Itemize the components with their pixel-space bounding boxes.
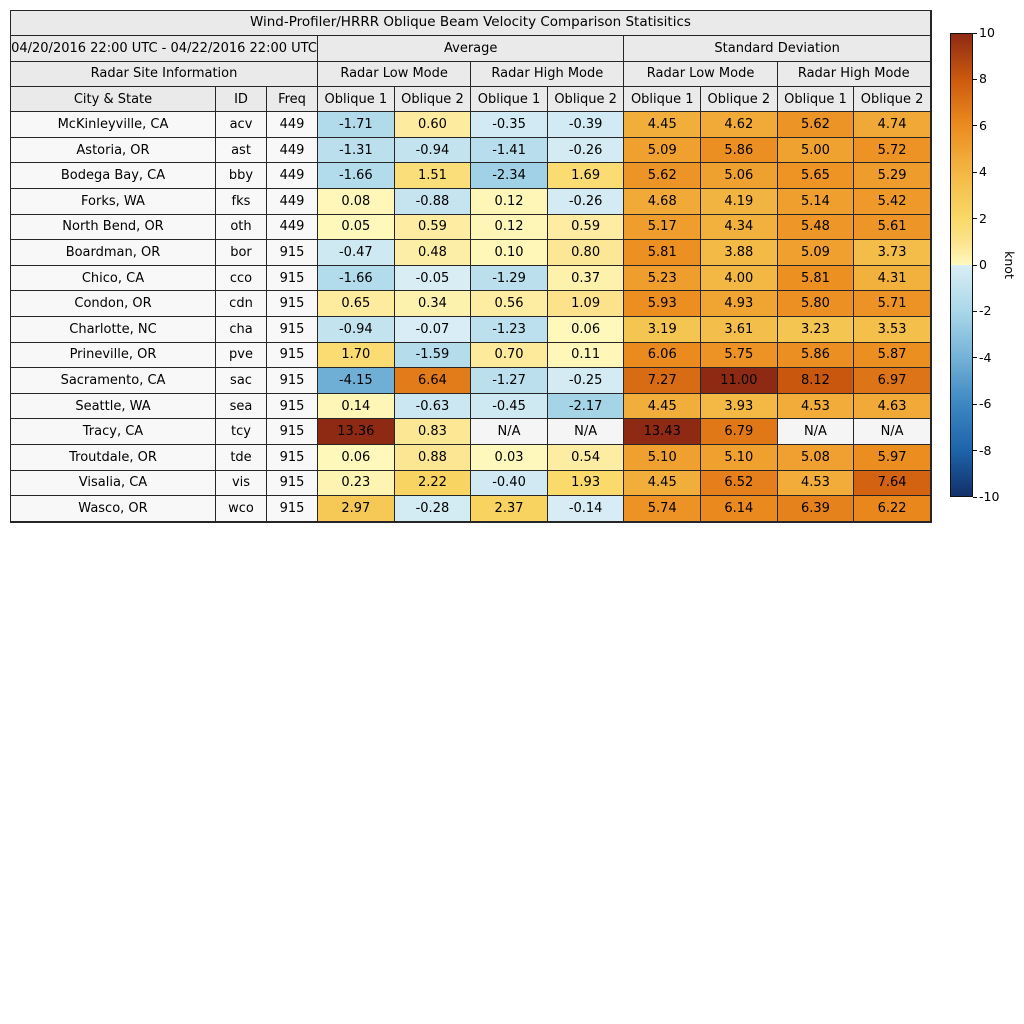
freq-cell: 915 (267, 368, 318, 394)
value-cell: -2.34 (471, 163, 548, 189)
value-cell: 4.68 (624, 189, 701, 215)
city-cell: Tracy, CA (11, 419, 216, 445)
colorbar-tick-label: 10 (979, 25, 995, 40)
value-cell: 4.31 (854, 266, 931, 292)
colorbar-tickmark (973, 450, 977, 451)
colorbar-tick-label: -4 (979, 349, 992, 365)
value-cell: 2.97 (318, 496, 395, 522)
value-cell: 4.19 (701, 189, 778, 215)
freq-cell: 449 (267, 215, 318, 241)
value-cell: 0.59 (395, 215, 472, 241)
value-cell: 6.64 (395, 368, 472, 394)
value-cell: 1.69 (548, 163, 625, 189)
colorbar-gradient (950, 33, 973, 497)
value-cell: 1.51 (395, 163, 472, 189)
value-cell: 0.70 (471, 343, 548, 369)
freq-cell: 449 (267, 138, 318, 164)
value-cell: 5.17 (624, 215, 701, 241)
value-cell: -1.23 (471, 317, 548, 343)
id-cell: wco (216, 496, 267, 522)
freq-cell: 915 (267, 317, 318, 343)
colorbar-tickmark (973, 404, 977, 405)
value-cell: 5.75 (701, 343, 778, 369)
id-cell: cdn (216, 291, 267, 317)
id-cell: cha (216, 317, 267, 343)
colorbar-tickmark (973, 497, 977, 498)
column-header-city: City & State (11, 87, 216, 112)
value-cell: 5.81 (778, 266, 855, 292)
value-cell: 4.53 (778, 471, 855, 497)
freq-cell: 915 (267, 291, 318, 317)
freq-cell: 449 (267, 163, 318, 189)
value-cell: 6.14 (701, 496, 778, 522)
value-cell: 4.45 (624, 471, 701, 497)
freq-cell: 915 (267, 266, 318, 292)
colorbar-unit-label: knot (1002, 251, 1017, 279)
value-cell: -0.63 (395, 394, 472, 420)
city-cell: Charlotte, NC (11, 317, 216, 343)
value-cell: 0.12 (471, 189, 548, 215)
colorbar-tickmark (973, 79, 977, 80)
value-cell: 4.45 (624, 394, 701, 420)
value-cell: 5.10 (701, 445, 778, 471)
value-cell: 5.06 (701, 163, 778, 189)
value-cell: 6.79 (701, 419, 778, 445)
city-cell: Seattle, WA (11, 394, 216, 420)
value-cell: 4.45 (624, 112, 701, 138)
average-group-header: Average (318, 36, 624, 61)
value-cell: -4.15 (318, 368, 395, 394)
colorbar-tick-label: -10 (979, 489, 1000, 504)
value-cell: 0.83 (395, 419, 472, 445)
value-cell: -0.14 (548, 496, 625, 522)
value-cell: 5.09 (778, 240, 855, 266)
id-cell: sac (216, 368, 267, 394)
value-cell: -0.94 (318, 317, 395, 343)
city-cell: Chico, CA (11, 266, 216, 292)
id-cell: fks (216, 189, 267, 215)
value-cell: -0.26 (548, 189, 625, 215)
value-cell: 5.86 (778, 343, 855, 369)
value-cell: 5.71 (854, 291, 931, 317)
value-cell: 13.43 (624, 419, 701, 445)
city-cell: Troutdale, OR (11, 445, 216, 471)
value-cell: 11.00 (701, 368, 778, 394)
value-cell: -0.07 (395, 317, 472, 343)
value-cell: -0.25 (548, 368, 625, 394)
value-cell: 5.80 (778, 291, 855, 317)
id-cell: ast (216, 138, 267, 164)
value-cell: 5.65 (778, 163, 855, 189)
value-cell: -0.05 (395, 266, 472, 292)
value-cell: 5.08 (778, 445, 855, 471)
value-cell: -1.66 (318, 266, 395, 292)
value-cell: 0.05 (318, 215, 395, 241)
value-cell: N/A (471, 419, 548, 445)
colorbar-tick-label: 2 (979, 210, 987, 226)
value-cell: 6.52 (701, 471, 778, 497)
value-cell: 3.23 (778, 317, 855, 343)
value-cell: -1.71 (318, 112, 395, 138)
id-cell: acv (216, 112, 267, 138)
value-cell: 0.14 (318, 394, 395, 420)
value-cell: -1.27 (471, 368, 548, 394)
value-cell: 0.06 (548, 317, 625, 343)
value-cell: 3.61 (701, 317, 778, 343)
colorbar-tick-label: 0 (979, 257, 987, 272)
value-cell: -0.40 (471, 471, 548, 497)
value-cell: 5.74 (624, 496, 701, 522)
column-header-freq: Freq (267, 87, 318, 112)
value-cell: 1.09 (548, 291, 625, 317)
value-cell: N/A (548, 419, 625, 445)
value-cell: -1.31 (318, 138, 395, 164)
value-cell: 13.36 (318, 419, 395, 445)
freq-cell: 915 (267, 496, 318, 522)
colorbar-tick-label: -8 (979, 442, 992, 458)
value-cell: 5.93 (624, 291, 701, 317)
freq-cell: 449 (267, 112, 318, 138)
colorbar-tickmark (973, 125, 977, 126)
city-cell: Bodega Bay, CA (11, 163, 216, 189)
value-cell: 0.03 (471, 445, 548, 471)
city-cell: Boardman, OR (11, 240, 216, 266)
city-cell: Visalia, CA (11, 471, 216, 497)
city-cell: McKinleyville, CA (11, 112, 216, 138)
value-cell: 0.56 (471, 291, 548, 317)
value-cell: 4.74 (854, 112, 931, 138)
id-cell: tcy (216, 419, 267, 445)
value-cell: 5.09 (624, 138, 701, 164)
column-header-oblique: Oblique 1 (624, 87, 701, 112)
id-cell: cco (216, 266, 267, 292)
value-cell: 1.93 (548, 471, 625, 497)
value-cell: -1.41 (471, 138, 548, 164)
mode-header-avg-low: Radar Low Mode (318, 62, 471, 87)
column-header-oblique: Oblique 2 (701, 87, 778, 112)
value-cell: -1.59 (395, 343, 472, 369)
city-cell: Astoria, OR (11, 138, 216, 164)
freq-cell: 915 (267, 419, 318, 445)
column-header-oblique: Oblique 1 (471, 87, 548, 112)
column-header-oblique: Oblique 2 (548, 87, 625, 112)
value-cell: 5.48 (778, 215, 855, 241)
value-cell: 0.80 (548, 240, 625, 266)
value-cell: 3.88 (701, 240, 778, 266)
value-cell: 6.22 (854, 496, 931, 522)
value-cell: 5.10 (624, 445, 701, 471)
freq-cell: 915 (267, 240, 318, 266)
column-header-oblique: Oblique 1 (318, 87, 395, 112)
value-cell: 0.08 (318, 189, 395, 215)
value-cell: -1.66 (318, 163, 395, 189)
freq-cell: 915 (267, 394, 318, 420)
value-cell: 5.81 (624, 240, 701, 266)
value-cell: -0.47 (318, 240, 395, 266)
value-cell: -1.29 (471, 266, 548, 292)
value-cell: 3.19 (624, 317, 701, 343)
value-cell: 0.37 (548, 266, 625, 292)
id-cell: bor (216, 240, 267, 266)
value-cell: 3.73 (854, 240, 931, 266)
value-cell: 0.65 (318, 291, 395, 317)
column-header-oblique: Oblique 1 (778, 87, 855, 112)
value-cell: -0.88 (395, 189, 472, 215)
value-cell: 8.12 (778, 368, 855, 394)
value-cell: 5.23 (624, 266, 701, 292)
value-cell: 0.23 (318, 471, 395, 497)
value-cell: 0.12 (471, 215, 548, 241)
value-cell: -0.39 (548, 112, 625, 138)
colorbar-tickmark (973, 172, 977, 173)
city-cell: Forks, WA (11, 189, 216, 215)
id-cell: tde (216, 445, 267, 471)
freq-cell: 915 (267, 471, 318, 497)
value-cell: 4.00 (701, 266, 778, 292)
value-cell: 6.06 (624, 343, 701, 369)
value-cell: 7.27 (624, 368, 701, 394)
stddev-group-header: Standard Deviation (624, 36, 930, 61)
value-cell: 4.93 (701, 291, 778, 317)
site-info-header: Radar Site Information (11, 62, 318, 87)
value-cell: 4.63 (854, 394, 931, 420)
value-cell: 7.64 (854, 471, 931, 497)
value-cell: 5.87 (854, 343, 931, 369)
value-cell: 5.14 (778, 189, 855, 215)
city-cell: Sacramento, CA (11, 368, 216, 394)
mode-header-std-low: Radar Low Mode (624, 62, 777, 87)
value-cell: 5.62 (778, 112, 855, 138)
value-cell: 1.70 (318, 343, 395, 369)
colorbar-tick-label: 8 (979, 71, 987, 87)
value-cell: 4.62 (701, 112, 778, 138)
value-cell: 5.62 (624, 163, 701, 189)
value-cell: 0.11 (548, 343, 625, 369)
value-cell: 3.53 (854, 317, 931, 343)
id-cell: sea (216, 394, 267, 420)
mode-header-avg-high: Radar High Mode (471, 62, 624, 87)
value-cell: 0.60 (395, 112, 472, 138)
colorbar-tick-label: -2 (979, 303, 992, 319)
colorbar-tickmark (973, 33, 977, 34)
freq-cell: 915 (267, 343, 318, 369)
colorbar-tickmark (973, 311, 977, 312)
stats-table (10, 10, 932, 523)
value-cell: 6.97 (854, 368, 931, 394)
value-cell: 4.34 (701, 215, 778, 241)
city-cell: Wasco, OR (11, 496, 216, 522)
value-cell: 6.39 (778, 496, 855, 522)
id-cell: vis (216, 471, 267, 497)
value-cell: 5.72 (854, 138, 931, 164)
freq-cell: 449 (267, 189, 318, 215)
value-cell: 0.34 (395, 291, 472, 317)
city-cell: Condon, OR (11, 291, 216, 317)
value-cell: -0.28 (395, 496, 472, 522)
column-header-id: ID (216, 87, 267, 112)
mode-header-std-high: Radar High Mode (778, 62, 931, 87)
value-cell: 5.29 (854, 163, 931, 189)
value-cell: -0.45 (471, 394, 548, 420)
date-range-cell: 04/20/2016 22:00 UTC - 04/22/2016 22:00 UTC (11, 36, 318, 61)
colorbar (950, 25, 1020, 504)
value-cell: 4.53 (778, 394, 855, 420)
value-cell: 0.54 (548, 445, 625, 471)
value-cell: 0.10 (471, 240, 548, 266)
value-cell: 2.37 (471, 496, 548, 522)
colorbar-tickmark (973, 357, 977, 358)
value-cell: 5.86 (701, 138, 778, 164)
colorbar-tickmark (973, 265, 977, 266)
colorbar-tickmark (973, 218, 977, 219)
city-cell: North Bend, OR (11, 215, 216, 241)
colorbar-tick-label: -6 (979, 396, 992, 412)
value-cell: 0.06 (318, 445, 395, 471)
value-cell: 0.59 (548, 215, 625, 241)
value-cell: 5.00 (778, 138, 855, 164)
value-cell: 3.93 (701, 394, 778, 420)
value-cell: 0.48 (395, 240, 472, 266)
colorbar-tick-label: 6 (979, 117, 987, 133)
column-header-oblique: Oblique 2 (854, 87, 931, 112)
value-cell: N/A (778, 419, 855, 445)
column-header-oblique: Oblique 2 (395, 87, 472, 112)
value-cell: -0.26 (548, 138, 625, 164)
value-cell: N/A (854, 419, 931, 445)
value-cell: -0.94 (395, 138, 472, 164)
id-cell: pve (216, 343, 267, 369)
value-cell: 5.97 (854, 445, 931, 471)
value-cell: 5.61 (854, 215, 931, 241)
city-cell: Prineville, OR (11, 343, 216, 369)
value-cell: 2.22 (395, 471, 472, 497)
freq-cell: 915 (267, 445, 318, 471)
value-cell: 5.42 (854, 189, 931, 215)
id-cell: oth (216, 215, 267, 241)
value-cell: -2.17 (548, 394, 625, 420)
value-cell: -0.35 (471, 112, 548, 138)
value-cell: 0.88 (395, 445, 472, 471)
id-cell: bby (216, 163, 267, 189)
colorbar-tick-label: 4 (979, 164, 987, 180)
chart-title: Wind-Profiler/HRRR Oblique Beam Velocity Comparison Statisitics (11, 11, 931, 36)
